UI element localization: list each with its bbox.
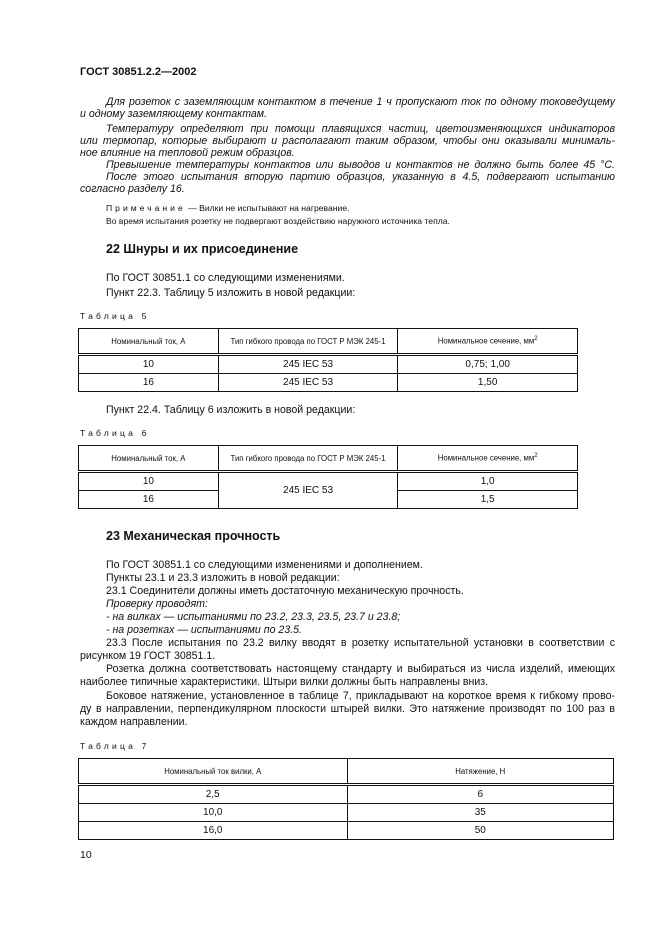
paragraph-line: или термопар, которые выбирают и располагают таким образом, чтобы они оказывали минималь- — [80, 135, 615, 147]
column-header: Номинальное сечение, $мм^2$ — [398, 446, 578, 472]
section-22-heading: 22 Шнуры и их присоединение — [106, 242, 299, 256]
paragraph-line: каждом направлении. — [80, 716, 188, 728]
column-header: Натяжение, Н — [347, 759, 614, 785]
column-header: Тип гибкого провода по ГОСТ Р МЭК 245-1 — [218, 446, 398, 472]
note — [106, 202, 641, 214]
column-header: Номинальный ток, А — [79, 446, 219, 472]
paragraph-line: Превышение температуры контактов или выводов и контактов не должно быть более 45 °С. — [106, 159, 615, 171]
table-row: 16,0 50 — [79, 822, 614, 840]
paragraph-line: Для розеток с заземляющим контактом в течение 1 ч пропускают ток по одному токоведущему — [106, 96, 615, 108]
document-header: ГОСТ 30851.2.2—2002 — [80, 66, 197, 78]
note-text: — Вилки не испытывают на нагревание. — [185, 203, 350, 213]
table-6-caption: Таблица 6 — [80, 428, 150, 438]
note-line: Во время испытания розетку не подвергают воздействию наружного источника тепла. — [106, 216, 450, 226]
column-header: Номинальное сечение, $мм^2$ — [398, 329, 578, 355]
paragraph-line: Температуру определяют при помощи плавящихся частиц, цветоизменяющихся индикаторов — [106, 123, 615, 135]
table-row: 16 1,5 — [79, 491, 578, 509]
paragraph-line: Пункты 23.1 и 23.3 изложить в новой редакции: — [106, 572, 340, 584]
paragraph-line: Пункт 22.4. Таблицу 6 изложить в новой редакции: — [106, 404, 356, 416]
paragraph-line: Пункт 22.3. Таблицу 5 изложить в новой редакции: — [106, 287, 356, 299]
paragraph-line: согласно разделу 16. — [80, 183, 185, 195]
paragraph-line: ное влияние на тепловой режим образцов. — [80, 147, 295, 159]
table-row: 16 245 IEC 53 1,50 — [79, 374, 578, 392]
paragraph-line: Боковое натяжение, установленное в таблице 7, прикладывают на короткое время к гибкому прово- — [106, 690, 615, 702]
paragraph-line: По ГОСТ 30851.1 со следующими изменениями и дополнением. — [106, 559, 423, 571]
table-row: 10,0 35 — [79, 804, 614, 822]
column-header: Номинальный ток, А — [79, 329, 219, 355]
paragraph-line: рисунком 19 ГОСТ 30851.1. — [80, 650, 216, 662]
table-row: 10 245 IEC 53 1,0 — [79, 472, 578, 491]
list-item: - на вилках — испытаниями по 23.2, 23.3, 23.5, 23.7 и 23.8; — [106, 611, 401, 623]
paragraph-line: Проверку проводят: — [106, 598, 208, 610]
table-row: 10 245 IEC 53 0,75; 1,00 — [79, 355, 578, 374]
column-header: Тип гибкого провода по ГОСТ Р МЭК 245-1 — [218, 329, 398, 355]
paragraph-line: По ГОСТ 30851.1 со следующими изменениями. — [106, 272, 345, 284]
paragraph-line: наиболее типичные характеристики. Штыри вилки должны быть направлены вниз. — [80, 676, 489, 688]
paragraph-line: 23.1 Соединители должны иметь достаточную механическую прочность. — [106, 585, 464, 597]
table-5 — [78, 328, 578, 392]
table-7 — [78, 758, 614, 840]
note-label: Примечание — [106, 203, 186, 213]
paragraph-line: После этого испытания вторую партию образцов, указанную в 4.5, подвергают испытанию — [106, 171, 615, 183]
paragraph-line: Розетка должна соответствовать настоящему стандарту и выбираться из числа изделий, имеющих — [106, 663, 615, 675]
section-23-heading: 23 Механическая прочность — [106, 529, 281, 543]
page-number: 10 — [80, 849, 92, 861]
paragraph-line: ду в направлении, перпендикулярном плоскости штырей вилки. Это натяжение производят по 100 раз в — [80, 703, 615, 715]
paragraph-line: 23.3 После испытания по 23.2 вилку вводят в розетку испытательной установки в соответствии с — [106, 637, 615, 649]
column-header: Номинальный ток вилки, А — [79, 759, 348, 785]
table-5-caption: Таблица 5 — [80, 311, 150, 321]
paragraph-line: и одному заземляющему контактам. — [80, 108, 268, 120]
table-row: 2,5 6 — [79, 785, 614, 804]
list-item: - на розетках — испытаниями по 23.5. — [106, 624, 302, 636]
table-7-caption: Таблица 7 — [80, 741, 150, 751]
table-6 — [78, 445, 578, 509]
